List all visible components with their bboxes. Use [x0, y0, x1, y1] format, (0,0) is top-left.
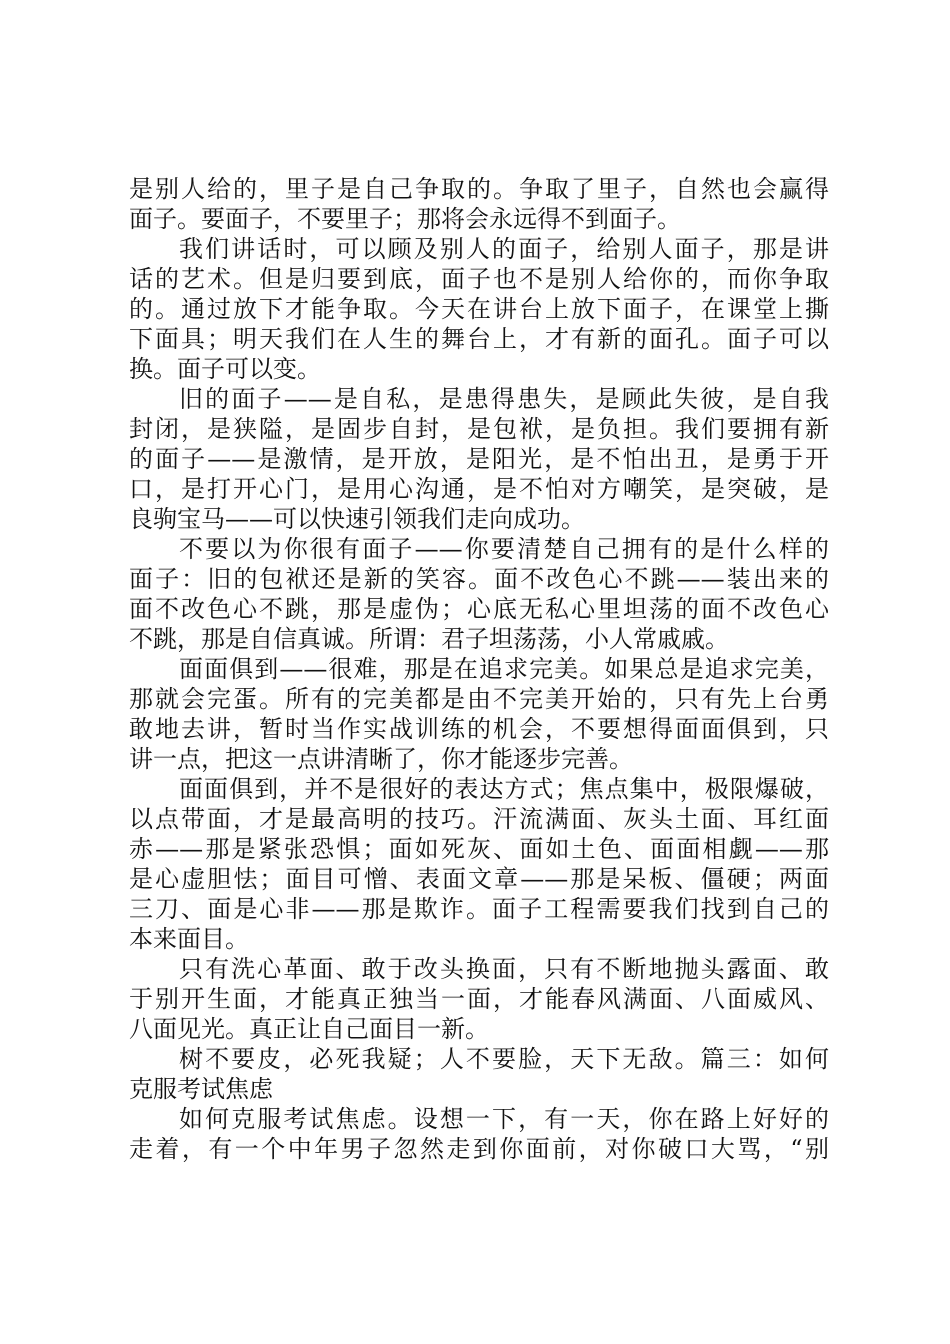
text-line: 敢地去讲，暂时当作实战训练的机会，不要想得面面俱到，只 [129, 715, 829, 743]
text-line: 面子：旧的包袱还是新的笑容。面不改色心不跳——装出来的 [129, 565, 829, 593]
text-line: 那就会完蛋。所有的完美都是由不完美开始的，只有先上台勇 [129, 685, 829, 713]
text-line: 口，是打开心门，是用心沟通，是不怕对方嘲笑，是突破，是 [129, 475, 829, 503]
text-line: 我们讲话时，可以顾及别人的面子，给别人面子，那是讲 [179, 235, 829, 263]
body-text [129, 174, 829, 1164]
text-line: 克服考试焦虑 [129, 1075, 273, 1103]
text-line: 树不要皮，必死我疑；人不要脸，天下无敌。篇三：如何 [179, 1045, 829, 1073]
text-line: 面面俱到，并不是很好的表达方式；焦点集中，极限爆破， [179, 775, 829, 803]
text-line: 本来面目。 [129, 925, 249, 953]
text-line: 面不改色心不跳，那是虚伪；心底无私心里坦荡的面不改色心 [129, 595, 829, 623]
text-line: 不要以为你很有面子——你要清楚自己拥有的是什么样的 [179, 535, 829, 563]
text-line: 面面俱到——很难，那是在追求完美。如果总是追求完美， [179, 655, 829, 683]
text-line: 换。面子可以变。 [129, 355, 321, 383]
text-line: 的。通过放下才能争取。今天在讲台上放下面子，在课堂上撕 [129, 295, 829, 323]
text-line: 不跳，那是自信真诚。所谓：君子坦荡荡，小人常戚戚。 [129, 625, 729, 653]
text-line: 的面子——是激情，是开放，是阳光，是不怕出丑，是勇于开 [129, 445, 829, 473]
text-line: 如何克服考试焦虑。设想一下，有一天，你在路上好好的 [179, 1105, 829, 1133]
text-line: 走着，有一个中年男子忽然走到你面前，对你破口大骂，“别 [129, 1135, 829, 1163]
text-line: 讲一点，把这一点讲清晰了，你才能逐步完善。 [129, 745, 633, 773]
text-line: 旧的面子——是自私，是患得患失，是顾此失彼，是自我 [179, 385, 829, 413]
text-line: 是别人给的，里子是自己争取的。争取了里子，自然也会赢得 [129, 175, 829, 203]
text-line: 面子。要面子，不要里子；那将会永远得不到面子。 [129, 205, 681, 233]
text-line: 只有洗心革面、敢于改头换面，只有不断地抛头露面、敢 [179, 955, 829, 983]
text-line: 三刀、面是心非——那是欺诈。面子工程需要我们找到自己的 [129, 895, 829, 923]
text-line: 以点带面，才是最高明的技巧。汗流满面、灰头土面、耳红面 [129, 805, 829, 833]
text-line: 赤——那是紧张恐惧；面如死灰、面如土色、面面相觑——那 [129, 835, 829, 863]
text-line: 下面具；明天我们在人生的舞台上，才有新的面孔。面子可以 [129, 325, 829, 353]
text-line: 封闭，是狭隘，是固步自封，是包袱，是负担。我们要拥有新 [129, 415, 829, 443]
text-line: 八面见光。真正让自己面目一新。 [129, 1015, 489, 1043]
text-line: 是心虚胆怯；面目可憎、表面文章——那是呆板、僵硬；两面 [129, 865, 829, 893]
text-line: 于别开生面，才能真正独当一面，才能春风满面、八面威风、 [129, 985, 829, 1013]
text-line: 良驹宝马——可以快速引领我们走向成功。 [129, 505, 585, 533]
text-line: 话的艺术。但是归要到底，面子也不是别人给你的，而你争取 [129, 265, 829, 293]
